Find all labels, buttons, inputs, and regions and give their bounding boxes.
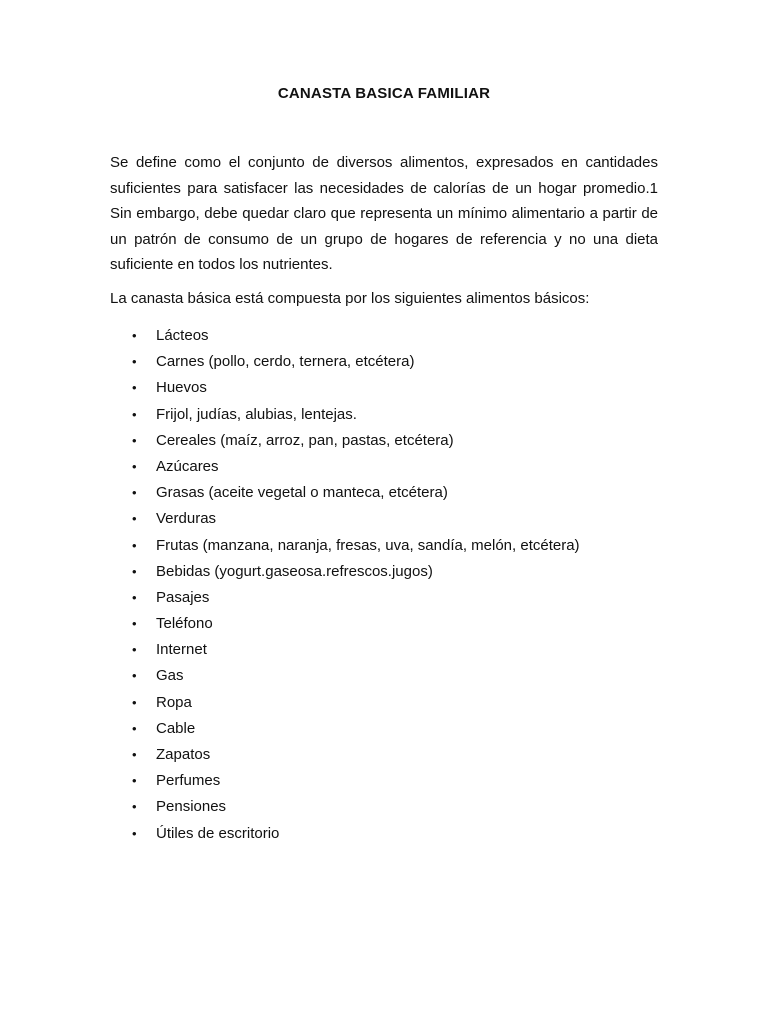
list-item <box>110 533 670 559</box>
list-item <box>110 585 670 611</box>
list-item <box>110 637 670 663</box>
bullet-icon: • <box>132 747 137 762</box>
bullet-icon: • <box>132 825 137 841</box>
list-item <box>110 690 670 716</box>
bullet-icon: • <box>132 328 137 343</box>
list-item <box>110 454 670 480</box>
list-item <box>110 794 670 820</box>
bullet-icon: • <box>132 799 137 815</box>
bullet-icon: • <box>132 773 137 789</box>
list-item <box>110 480 670 506</box>
intro-paragraph: La canasta básica está compuesta por los siguientes alimentos básicos: <box>110 290 590 307</box>
bullet-icon: • <box>132 354 137 370</box>
list-item <box>110 768 670 794</box>
list-item-label: Pasajes <box>156 588 210 606</box>
bullet-icon: • <box>132 380 137 396</box>
bullet-icon: • <box>132 485 137 501</box>
bullet-icon: • <box>132 589 137 605</box>
list-item-label: Frutas (manzana, naranja, fresas, uva, sandía, melón, etcétera) <box>156 536 580 554</box>
list-item <box>110 428 670 454</box>
bullet-icon: • <box>132 720 137 736</box>
list-item-label: Grasas (aceite vegetal o manteca, etcétera) <box>156 484 448 502</box>
list-item-label: Internet <box>156 641 207 659</box>
list-item-label: Carnes (pollo, cerdo, ternera, etcétera) <box>156 353 415 371</box>
bullet-icon: • <box>132 563 137 579</box>
bullet-icon: • <box>132 458 137 474</box>
list-item <box>110 402 670 428</box>
list-item <box>110 663 670 689</box>
list-item <box>110 349 670 375</box>
list-item-label: Frijol, judías, alubias, lentejas. <box>156 405 357 423</box>
bullet-icon: • <box>132 511 137 527</box>
list-item-label: Útiles de escritorio <box>156 824 280 842</box>
bullet-icon: • <box>132 668 137 684</box>
document-title: CANASTA BASICA FAMILIAR <box>277 85 491 102</box>
bullet-icon: • <box>132 432 137 448</box>
list-item-label: Teléfono <box>156 615 213 633</box>
list-item-label: Lácteos <box>156 327 209 344</box>
bullet-icon: • <box>132 537 137 553</box>
list-item-label: Cereales (maíz, arroz, pan, pastas, etcétera) <box>156 431 454 449</box>
bullet-icon: • <box>132 616 137 632</box>
list-item-label: Verduras <box>156 510 217 528</box>
definition-paragraph: Se define como el conjunto de diversos alimentos, expresados en cantidades suficientes para satisfacer las necesidades de calorías de un hogar promedio.1 Sin embargo, debe quedar claro que representa un mínimo alimentario a partir de un patrón de consumo de un grupo de hogares de referencia y no una dieta suficiente en todos los nutrientes. <box>110 154 658 274</box>
bullet-icon: • <box>132 406 137 422</box>
list-item <box>110 559 670 585</box>
list-item-label: Cable <box>156 719 196 737</box>
list-item <box>110 323 670 349</box>
list-item-label: Perfumes <box>156 772 221 790</box>
list-item-label: Azúcares <box>156 457 219 475</box>
bullet-icon: • <box>132 642 137 658</box>
food-list <box>110 323 670 847</box>
list-item-label: Ropa <box>156 693 192 711</box>
list-item <box>110 821 670 847</box>
list-item <box>110 742 670 768</box>
list-item-label: Bebidas (yogurt.gaseosa.refrescos.jugos) <box>156 562 433 580</box>
list-item-label: Zapatos <box>156 746 211 763</box>
list-item-label: Pensiones <box>156 798 227 816</box>
list-item-label: Gas <box>156 667 184 685</box>
bullet-icon: • <box>132 694 137 710</box>
list-item <box>110 611 670 637</box>
list-item <box>110 375 670 401</box>
list-item <box>110 716 670 742</box>
list-item-label: Huevos <box>156 379 207 397</box>
list-item <box>110 506 670 532</box>
